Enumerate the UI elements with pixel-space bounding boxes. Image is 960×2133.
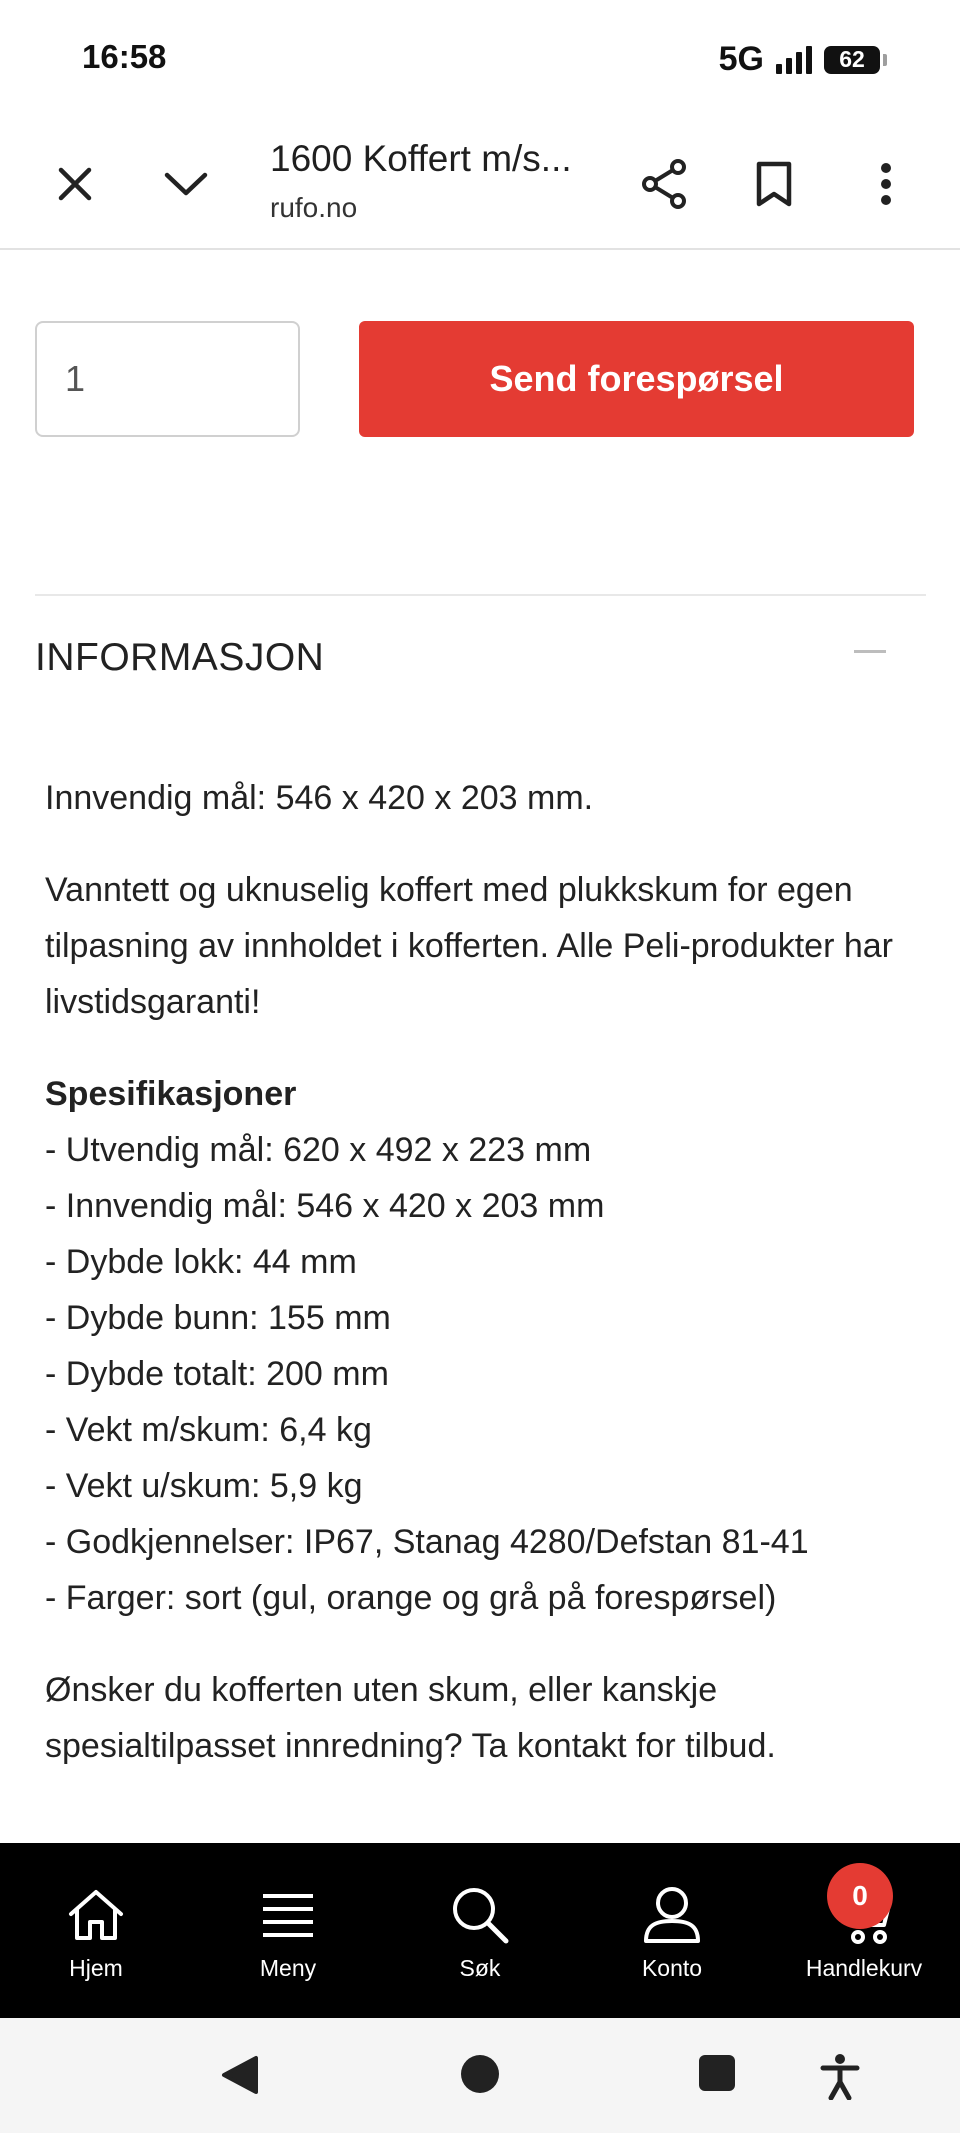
bookmark-icon[interactable] xyxy=(744,154,804,214)
spec-heading: Spesifikasjoner xyxy=(45,1075,297,1113)
divider xyxy=(35,594,926,596)
status-bar xyxy=(0,0,960,116)
nav-label: Søk xyxy=(459,1955,501,1981)
nav-label: Handlekurv xyxy=(805,1955,923,1981)
bottom-navigation xyxy=(0,1843,960,2018)
search-icon xyxy=(448,1883,512,1947)
accessibility-icon[interactable] xyxy=(820,2054,860,2100)
nav-label: Hjem xyxy=(69,1955,123,1981)
nav-item-account[interactable] xyxy=(576,1843,768,2018)
chevron-down-icon[interactable] xyxy=(156,154,216,214)
browser-toolbar xyxy=(0,116,960,250)
nav-item-home[interactable] xyxy=(0,1843,192,2018)
spec-item: - Innvendig mål: 546 x 420 x 203 mm xyxy=(45,1187,605,1225)
status-indicators xyxy=(719,40,880,79)
send-request-button[interactable]: Send forespørsel xyxy=(359,321,914,437)
nav-item-cart[interactable] xyxy=(768,1843,960,2018)
spec-item: - Dybde lokk: 44 mm xyxy=(45,1243,357,1281)
spec-item: - Farger: sort (gul, orange og grå på forespørsel) xyxy=(45,1579,777,1617)
intro-dimensions: Innvendig mål: 546 x 420 x 203 mm. xyxy=(45,779,594,817)
page-title[interactable]: 1600 Koffert m/s... xyxy=(270,138,572,179)
share-icon[interactable] xyxy=(634,154,694,214)
spec-block xyxy=(45,1066,925,1626)
status-time: 16:58 xyxy=(82,38,167,75)
nav-item-menu[interactable] xyxy=(192,1843,384,2018)
signal-icon xyxy=(776,46,812,74)
menu-icon xyxy=(256,1883,320,1947)
battery-icon xyxy=(824,46,880,74)
spec-item: - Vekt m/skum: 6,4 kg xyxy=(45,1411,372,1449)
nav-item-search[interactable] xyxy=(384,1843,576,2018)
spec-item: - Dybde bunn: 155 mm xyxy=(45,1299,391,1337)
page-url[interactable]: rufo.no xyxy=(270,192,358,223)
cart-count-badge: 0 xyxy=(827,1863,893,1929)
spec-item: - Vekt u/skum: 5,9 kg xyxy=(45,1467,363,1505)
quantity-input[interactable] xyxy=(35,321,300,437)
home-button-icon[interactable] xyxy=(460,2054,500,2094)
nav-label: Meny xyxy=(259,1955,317,1981)
spec-item: - Godkjennelser: IP67, Stanag 4280/Defstan 81-41 xyxy=(45,1523,809,1561)
account-icon xyxy=(640,1883,704,1947)
home-icon xyxy=(64,1883,128,1947)
info-content xyxy=(45,770,925,1810)
closing-text: Ønsker du kofferten uten skum, eller kanskje spesialtilpasset innredning? Ta kontakt for tilbud. xyxy=(45,1671,776,1765)
back-icon[interactable] xyxy=(220,2054,260,2096)
product-description: Vanntett og uknuselig koffert med plukkskum for egen tilpasning av innholdet i kofferten. Alle Peli-produkter har livstidsgaranti! xyxy=(45,871,893,1021)
more-options-icon[interactable] xyxy=(856,154,916,214)
spec-item: - Dybde totalt: 200 mm xyxy=(45,1355,389,1393)
nav-label: Konto xyxy=(641,1955,703,1981)
battery-level: 62 xyxy=(839,46,865,72)
network-type: 5G xyxy=(718,40,764,78)
system-navigation-bar xyxy=(0,2018,960,2133)
close-icon[interactable] xyxy=(45,154,105,214)
collapse-icon[interactable] xyxy=(854,650,886,653)
info-section-title[interactable]: INFORMASJON xyxy=(35,636,325,679)
spec-item: - Utvendig mål: 620 x 492 x 223 mm xyxy=(45,1131,592,1169)
recents-icon[interactable] xyxy=(698,2054,736,2092)
